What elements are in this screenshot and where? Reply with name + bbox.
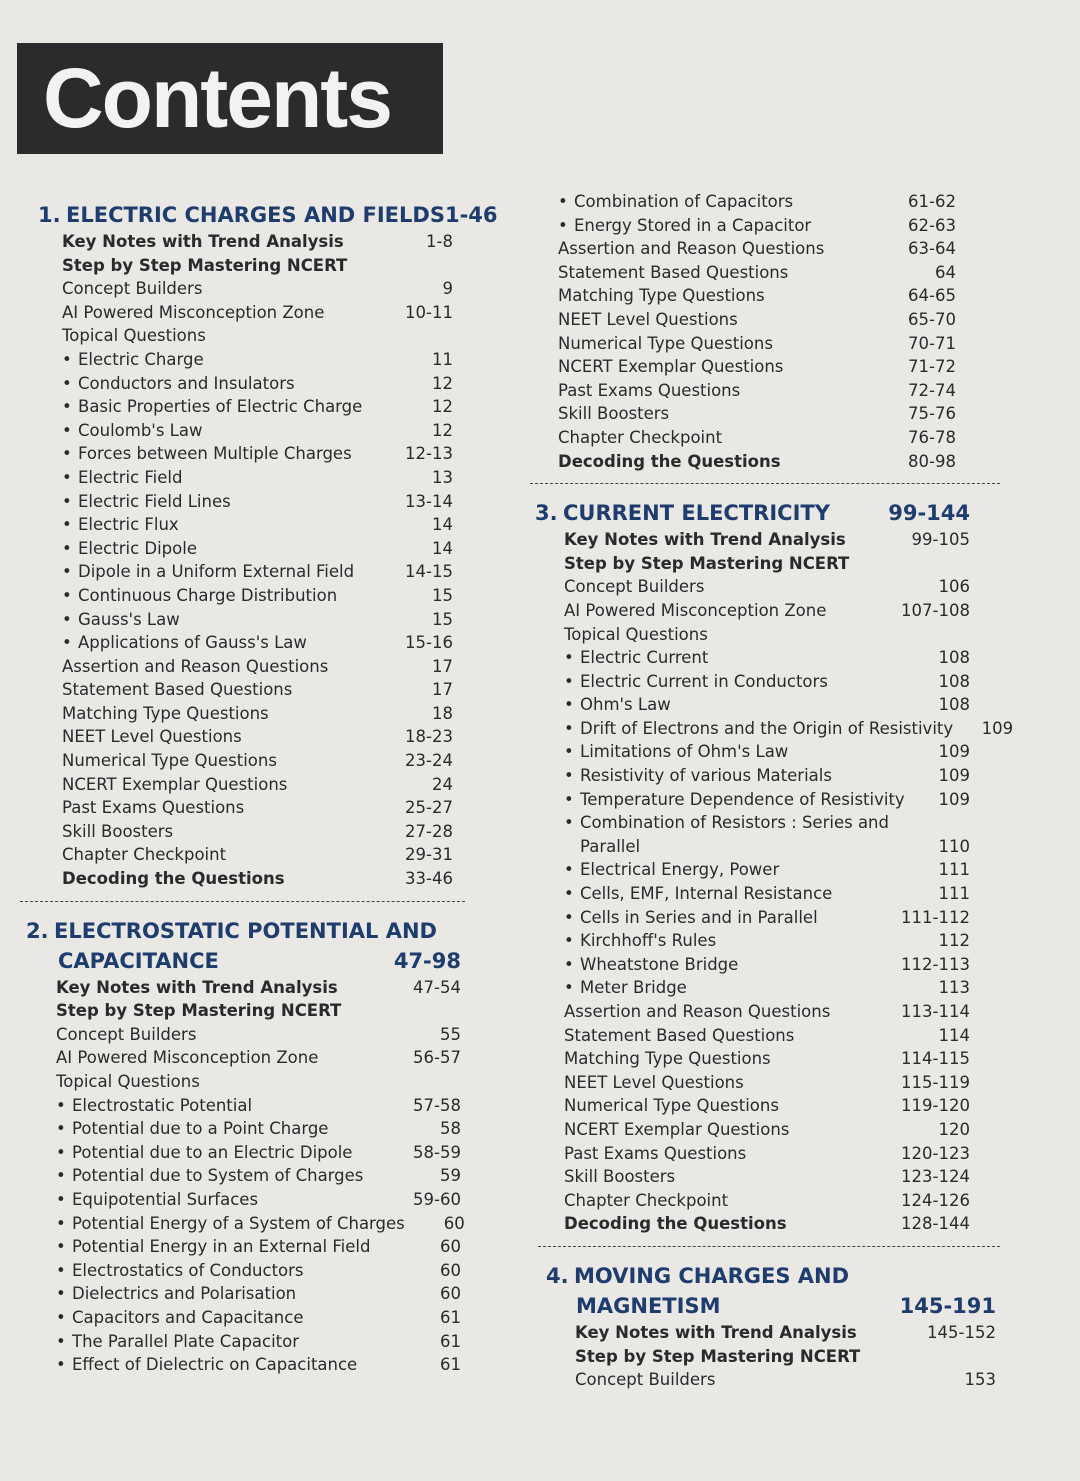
toc-subentry: • Electric Field 13 — [62, 466, 453, 490]
toc-entry: Skill Boosters 27-28 — [62, 821, 453, 841]
toc-entry: Chapter Checkpoint 76-78 — [558, 427, 956, 447]
toc-subentry: • Electric Current 108 — [564, 646, 970, 670]
toc-subentry: • Cells, EMF, Internal Resistance 111 — [564, 882, 970, 906]
toc-entry: NEET Level Questions 115-119 — [564, 1072, 970, 1092]
chapter-number: 1. — [38, 203, 61, 227]
toc-entry: Decoding the Questions 128-144 — [564, 1214, 970, 1234]
toc-entry: NEET Level Questions 18-23 — [62, 727, 453, 747]
toc-subentry-continued: Parallel 110 — [580, 836, 970, 856]
toc-entry: Numerical Type Questions 119-120 — [564, 1096, 970, 1116]
toc-entry: Decoding the Questions 80-98 — [558, 451, 956, 471]
toc-subentry: • Electric Dipole 14 — [62, 537, 453, 561]
toc-entry: Assertion and Reason Questions 63-64 — [558, 239, 956, 259]
toc-subentry: • Temperature Dependence of Resistivity 109 — [564, 788, 970, 812]
chapter-pages: 99-144 — [888, 501, 970, 526]
toc-subentry: • Ohm's Law 108 — [564, 693, 970, 717]
chapter-4-title — [530, 1261, 1000, 1291]
toc-subentry: • Coulomb's Law 12 — [62, 419, 453, 443]
toc-entry: Past Exams Questions 25-27 — [62, 798, 453, 818]
contents-right-column — [530, 190, 1014, 1392]
toc-entry: Numerical Type Questions 23-24 — [62, 751, 453, 771]
chapter-3-title — [530, 498, 1000, 528]
toc-subentry: • Forces between Multiple Charges 12-13 — [62, 442, 453, 466]
toc-subentry: • Cells in Series and in Parallel 111-112 — [564, 906, 970, 930]
section-divider — [538, 1246, 1000, 1247]
toc-subentry: • Equipotential Surfaces 59-60 — [56, 1188, 461, 1212]
chapter-pages: 47-98 — [393, 948, 461, 973]
toc-entry: Step by Step Mastering NCERT — [62, 255, 348, 275]
toc-subentry: • Potential Energy in an External Field 60 — [56, 1235, 461, 1259]
toc-subentry: • Continuous Charge Distribution 15 — [62, 584, 453, 608]
toc-entry: Skill Boosters 75-76 — [558, 404, 956, 424]
chapter-number: 3. — [535, 501, 558, 526]
section-divider — [530, 483, 1000, 484]
toc-subentry: • Capacitors and Capacitance 61 — [56, 1306, 461, 1330]
toc-entry: Concept Builders 55 — [56, 1024, 461, 1044]
toc-entry: Past Exams Questions 120-123 — [564, 1143, 970, 1163]
toc-subentry: • Potential Energy of a System of Charges 60 — [56, 1212, 461, 1236]
toc-subentry: • Potential due to an Electric Dipole 58-59 — [56, 1141, 461, 1165]
toc-entry: Concept Builders 9 — [62, 279, 453, 299]
toc-subentry: • Electric Flux 14 — [62, 513, 453, 537]
chapter-title-text: ELECTROSTATIC POTENTIAL AND — [54, 918, 437, 943]
toc-entry: Matching Type Questions 18 — [62, 703, 453, 723]
toc-entry: Topical Questions — [62, 326, 206, 346]
chapter-pages: 1-46 — [444, 203, 498, 227]
toc-entry: Key Notes with Trend Analysis 47-54 — [56, 977, 461, 997]
chapter-number: 4. — [546, 1263, 569, 1288]
toc-entry: Step by Step Mastering NCERT — [564, 553, 850, 573]
toc-subentry: • Electrostatic Potential 57-58 — [56, 1094, 461, 1118]
toc-subentry: • Resistivity of various Materials 109 — [564, 764, 970, 788]
toc-entry: NCERT Exemplar Questions 120 — [564, 1119, 970, 1139]
toc-subentry: • Potential due to a Point Charge 58 — [56, 1117, 461, 1141]
chapter-4-title-line2 — [530, 1291, 1000, 1321]
toc-subentry: • Wheatstone Bridge 112-113 — [564, 953, 970, 977]
toc-entry: NCERT Exemplar Questions 71-72 — [558, 357, 956, 377]
toc-subentry: • Basic Properties of Electric Charge 12 — [62, 395, 453, 419]
toc-subentry: • The Parallel Plate Capacitor 61 — [56, 1330, 461, 1354]
toc-subentry: • Drift of Electrons and the Origin of Resistivity 109 — [564, 717, 970, 741]
toc-subentry: • Combination of Capacitors 61-62 — [558, 190, 956, 214]
toc-subentry: • Applications of Gauss's Law 15-16 — [62, 631, 453, 655]
toc-subentry: • Electrical Energy, Power 111 — [564, 858, 970, 882]
toc-subentry: • Limitations of Ohm's Law 109 — [564, 740, 970, 764]
toc-entry: Key Notes with Trend Analysis 1-8 — [62, 232, 453, 251]
toc-subentry: • Electric Field Lines 13-14 — [62, 490, 453, 514]
toc-entry: Chapter Checkpoint 29-31 — [62, 845, 453, 865]
toc-entry: Topical Questions — [564, 624, 708, 644]
toc-subentry: • Electric Charge 11 — [62, 348, 453, 372]
toc-entry: Topical Questions — [56, 1072, 200, 1091]
toc-entry: Assertion and Reason Questions 113-114 — [564, 1002, 970, 1021]
toc-entry: Step by Step Mastering NCERT — [575, 1346, 861, 1366]
chapter-2-title — [20, 916, 465, 946]
toc-subentry: • Dielectrics and Polarisation 60 — [56, 1282, 461, 1306]
toc-subentry: • Potential due to System of Charges 59 — [56, 1164, 461, 1188]
toc-subentry: • Energy Stored in a Capacitor 62-63 — [558, 214, 956, 238]
toc-subentry: • Effect of Dielectric on Capacitance 61 — [56, 1353, 461, 1377]
toc-entry: Matching Type Questions 64-65 — [558, 286, 956, 306]
toc-entry: Skill Boosters 123-124 — [564, 1167, 970, 1187]
toc-subentry: • Conductors and Insulators 12 — [62, 372, 453, 396]
toc-subentry: • Electric Current in Conductors 108 — [564, 670, 970, 694]
section-divider — [20, 901, 465, 902]
toc-entry: Key Notes with Trend Analysis 99-105 — [564, 530, 970, 550]
toc-entry: Numerical Type Questions 70-71 — [558, 333, 956, 353]
chapter-number: 2. — [26, 918, 49, 943]
toc-subentry: • Dipole in a Uniform External Field 14-15 — [62, 560, 453, 584]
toc-entry: Concept Builders 106 — [564, 577, 970, 597]
toc-subentry: • Meter Bridge 113 — [564, 976, 970, 1000]
toc-entry: Assertion and Reason Questions 17 — [62, 656, 453, 676]
toc-entry: Chapter Checkpoint 124-126 — [564, 1190, 970, 1210]
toc-entry: Decoding the Questions 33-46 — [62, 869, 453, 889]
toc-subentry: • Electrostatics of Conductors 60 — [56, 1259, 461, 1283]
toc-entry: Past Exams Questions 72-74 — [558, 380, 956, 400]
toc-subentry: • Gauss's Law 15 — [62, 608, 453, 632]
toc-entry: Concept Builders 153 — [575, 1370, 996, 1390]
toc-entry: AI Powered Misconception Zone 10-11 — [62, 302, 453, 322]
chapter-title-text: ELECTRIC CHARGES AND FIELDS — [66, 203, 445, 227]
chapter-title-text: MAGNETISM — [576, 1293, 721, 1318]
toc-entry: Key Notes with Trend Analysis 145-152 — [575, 1322, 996, 1342]
chapter-1-title — [20, 200, 498, 230]
chapter-title-text: CAPACITANCE — [58, 948, 219, 973]
toc-entry: AI Powered Misconception Zone 56-57 — [56, 1048, 461, 1068]
toc-subentry: • Combination of Resistors : Series and — [564, 811, 970, 835]
chapter-pages: 145-191 — [899, 1293, 996, 1318]
toc-entry: NEET Level Questions 65-70 — [558, 309, 956, 329]
toc-entry: Statement Based Questions 64 — [558, 262, 956, 282]
chapter-title-text: CURRENT ELECTRICITY — [563, 501, 830, 526]
chapter-2-title-line2 — [20, 946, 465, 976]
toc-entry: NCERT Exemplar Questions 24 — [62, 774, 453, 794]
toc-entry: Step by Step Mastering NCERT — [56, 1001, 342, 1021]
page-title: Contents — [17, 43, 443, 154]
toc-subentry: • Kirchhoff's Rules 112 — [564, 929, 970, 953]
contents-left-column — [20, 200, 498, 1377]
toc-entry: Statement Based Questions 17 — [62, 680, 453, 700]
toc-entry: Statement Based Questions 114 — [564, 1025, 970, 1045]
chapter-title-text: MOVING CHARGES AND — [574, 1263, 850, 1288]
toc-entry: Matching Type Questions 114-115 — [564, 1049, 970, 1069]
toc-entry: AI Powered Misconception Zone 107-108 — [564, 600, 970, 620]
